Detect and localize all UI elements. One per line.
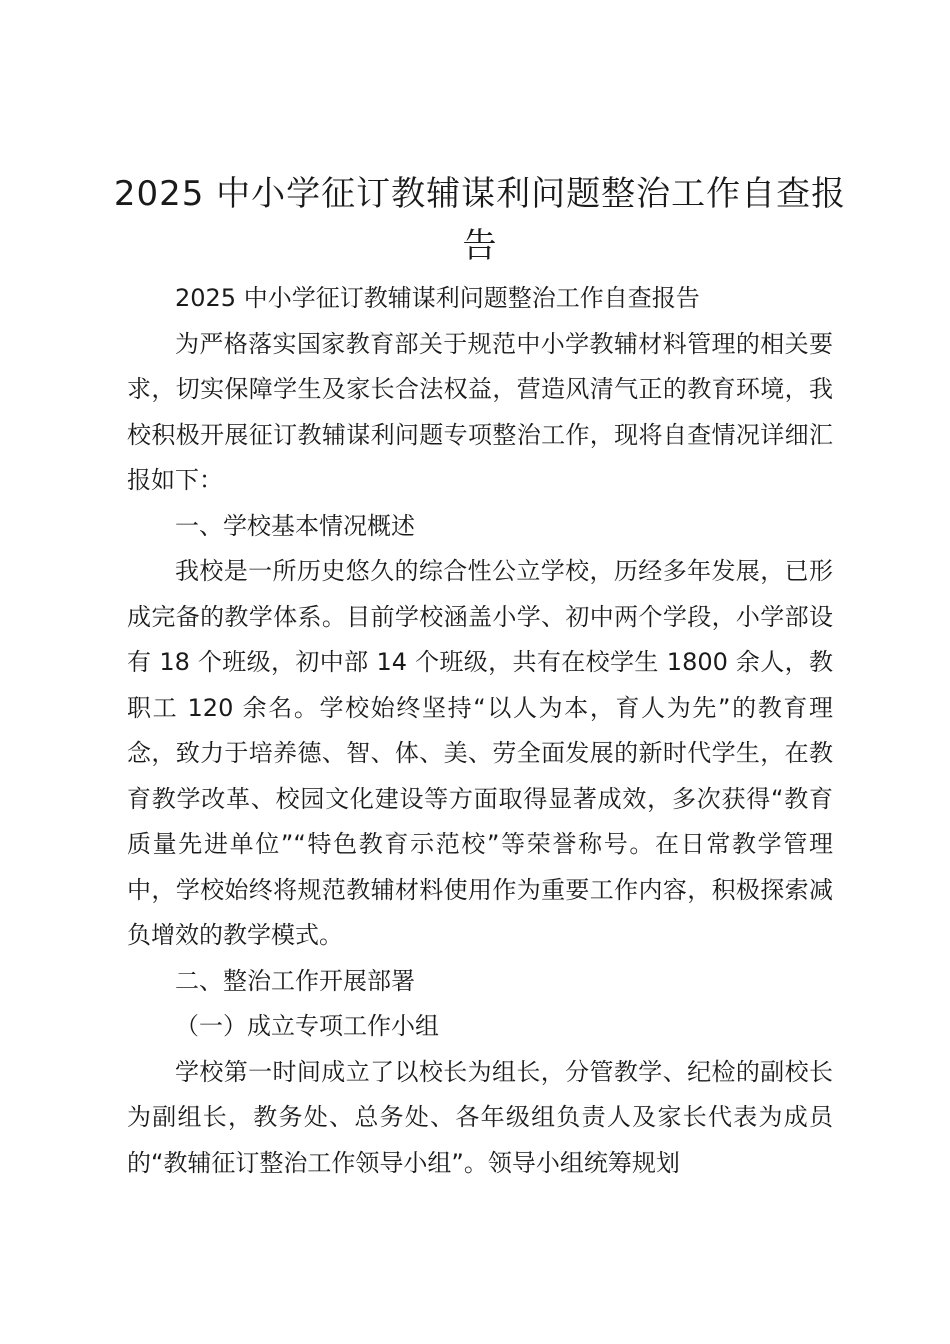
document-body [127, 276, 833, 1186]
subtitle-paragraph: 2025 中小学征订教辅谋利问题整治工作自查报告 [175, 284, 700, 312]
document-title: 2025 中小学征订教辅谋利问题整治工作自查报告 [113, 174, 847, 266]
working-group-paragraph: 学校第一时间成立了以校长为组长，分管教学、纪检的副校长为副组长，教务处、总务处、各年级组负责人及家长代表为成员的“教辅征订整治工作领导小组”。领导小组统筹规划 [127, 1057, 833, 1177]
intro-paragraph: 为严格落实国家教育部关于规范中小学教辅材料管理的相关要求，切实保障学生及家长合法权益，营造风清气正的教育环境，我校积极开展征订教辅谋利问题专项整治工作，现将自查情况详细汇报如下： [127, 329, 833, 494]
school-overview-paragraph: 我校是一所历史悠久的综合性公立学校，历经多年发展，已形成完备的教学体系。目前学校涵盖小学、初中两个学段，小学部设有 18 个班级，初中部 14 个班级，共有在校学生 1800 余人，教职工 120 余名。学校始终坚持“以人为本，育人为先”的教育理念，致力于培养德、智、体、美、劳全面发展的新时代学生，在教育教学改革、校园文化建设等方面取得显著成效，多次获得“教育质量先进单位”“特色教育示范校”等荣誉称号。在日常教学管理中，学校始终将规范教辅材料使用作为重要工作内容，积极探索减负增效的教学模式。 [127, 557, 833, 949]
section-heading-2: 二、整治工作开展部署 [175, 966, 415, 995]
section-heading-1: 一、学校基本情况概述 [175, 511, 415, 540]
subsection-heading-1: （一）成立专项工作小组 [175, 1012, 439, 1040]
